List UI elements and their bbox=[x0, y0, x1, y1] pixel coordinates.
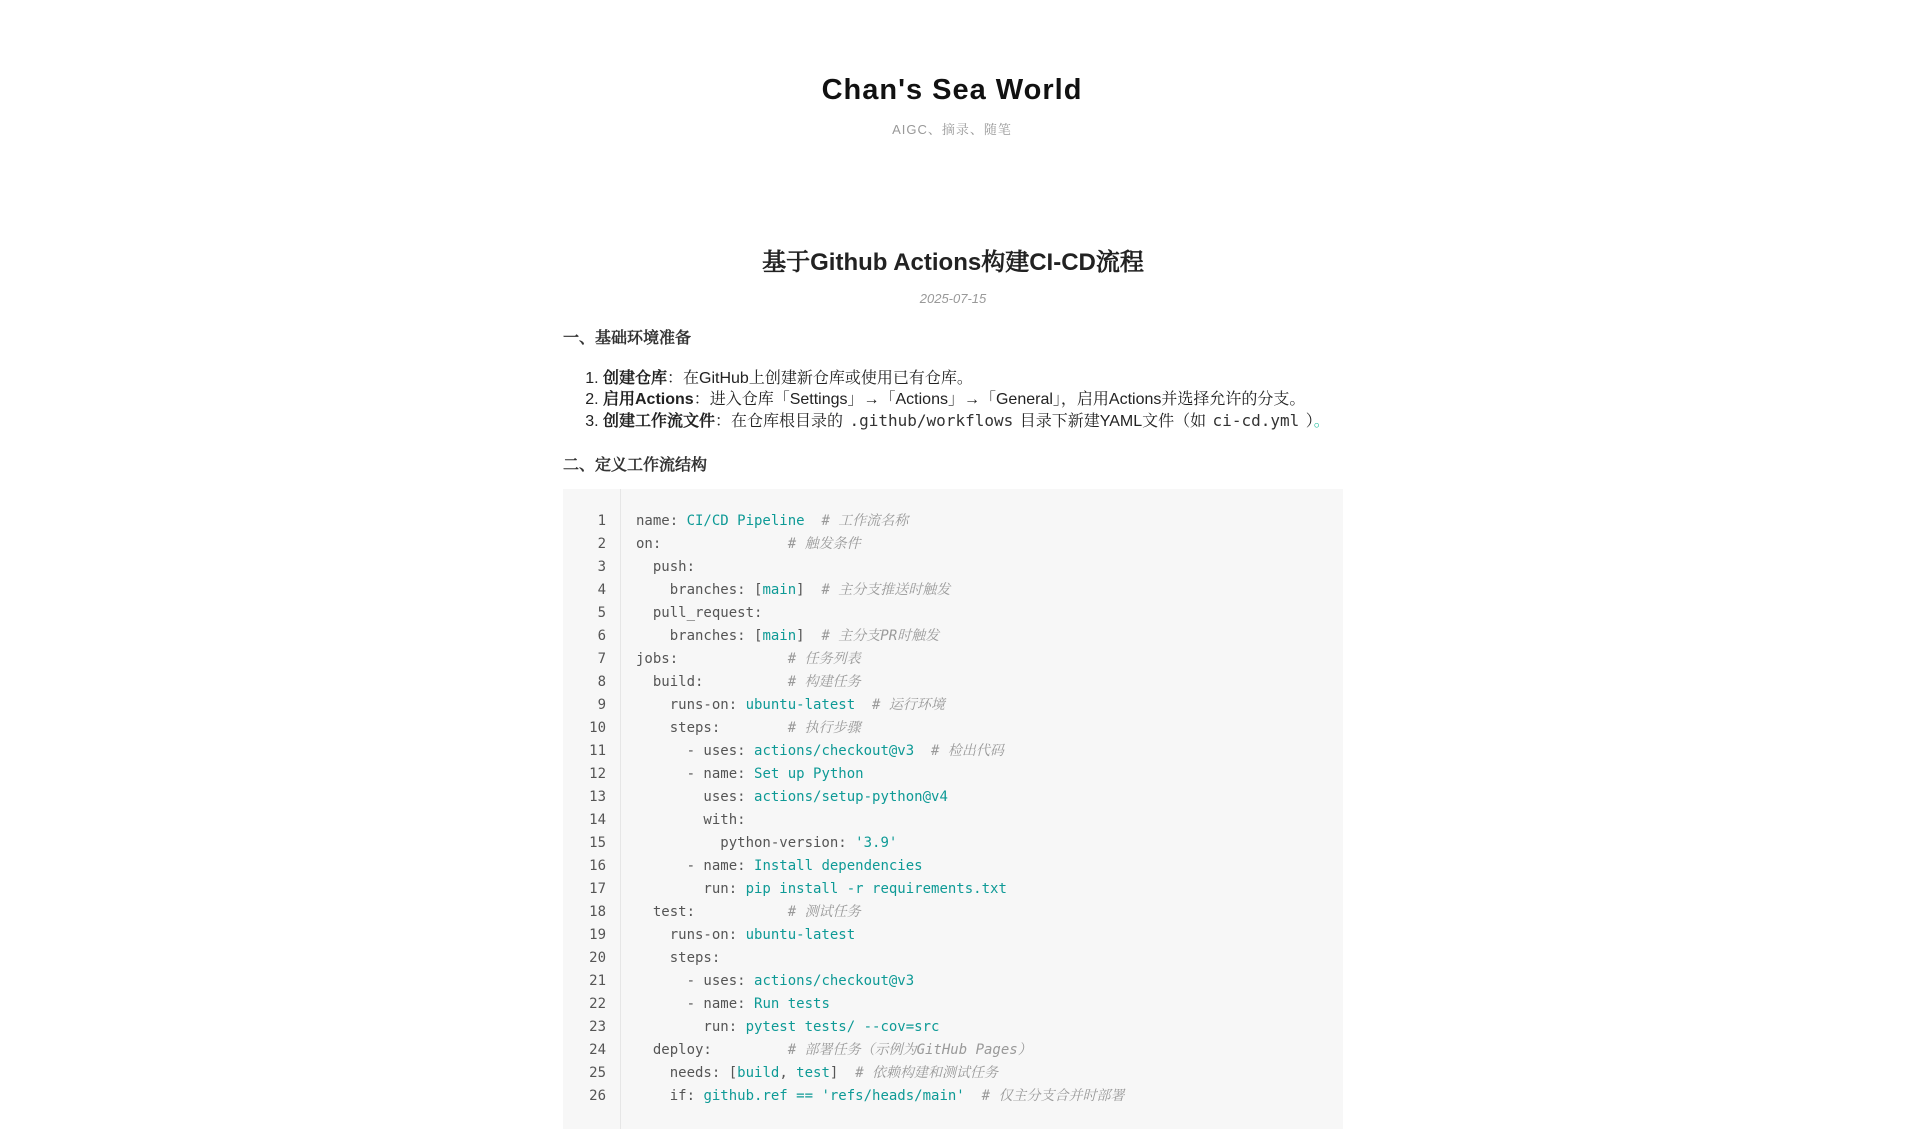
site-subtitle: AIGC、摘录、随笔 bbox=[892, 122, 1012, 137]
code-line bbox=[636, 579, 1343, 602]
code-value: pip install -r requirements.txt bbox=[745, 881, 1007, 897]
line-number: 12 bbox=[589, 766, 606, 782]
code-key: - uses: bbox=[636, 743, 755, 759]
post-article bbox=[563, 242, 1343, 1129]
code-line bbox=[636, 855, 1343, 878]
code-line bbox=[636, 970, 1343, 993]
code-comment: # 仅主分支合并时部署 bbox=[981, 1088, 1125, 1104]
code-key: branches: [ bbox=[636, 628, 763, 644]
site-title[interactable]: Chan's Sea World bbox=[821, 74, 1083, 106]
code-line bbox=[636, 993, 1343, 1016]
line-number: 26 bbox=[589, 1088, 606, 1104]
code-value: '3.9' bbox=[855, 835, 898, 851]
step-1-text: ：在GitHub上创建新仓库或使用已有仓库。 bbox=[667, 370, 973, 387]
list-item bbox=[603, 389, 1343, 410]
line-number: 5 bbox=[597, 605, 606, 621]
code-key bbox=[914, 743, 931, 759]
code-comment: # 构建任务 bbox=[787, 674, 861, 690]
code-comment: # 检出代码 bbox=[931, 743, 1004, 759]
code-line bbox=[636, 901, 1343, 924]
code-key bbox=[965, 1088, 982, 1104]
code-comment: # 触发条件 bbox=[787, 536, 861, 552]
code-value: CI/CD Pipeline bbox=[686, 513, 805, 529]
line-number: 11 bbox=[589, 743, 606, 759]
code-key bbox=[805, 513, 822, 529]
code-line bbox=[636, 648, 1343, 671]
line-number: 21 bbox=[589, 973, 606, 989]
code-line bbox=[636, 533, 1343, 556]
section-heading-1: 一、基础环境准备 bbox=[563, 330, 692, 347]
line-number: 22 bbox=[589, 996, 606, 1012]
code-line bbox=[636, 625, 1343, 648]
code-value: actions/checkout@v3 bbox=[754, 743, 915, 759]
code-key: if: bbox=[636, 1088, 704, 1104]
code-value: actions/checkout@v3 bbox=[754, 973, 915, 989]
line-number: 15 bbox=[589, 835, 606, 851]
line-number: 19 bbox=[589, 927, 606, 943]
line-number: 1 bbox=[597, 513, 606, 529]
line-number: 10 bbox=[589, 720, 606, 736]
step-2-title: 启用Actions bbox=[603, 391, 694, 408]
step-3-text-after: ） bbox=[1305, 413, 1314, 430]
code-comment: # 工作流名称 bbox=[821, 513, 909, 529]
code-key: uses: bbox=[636, 789, 755, 805]
list-item bbox=[603, 410, 1343, 432]
code-comment: # 测试任务 bbox=[787, 904, 861, 920]
code-line bbox=[636, 717, 1343, 740]
code-value: main bbox=[762, 628, 797, 644]
code-key bbox=[855, 697, 872, 713]
line-number: 8 bbox=[597, 674, 606, 690]
code-value: pytest tests/ --cov=src bbox=[745, 1019, 940, 1035]
code-line bbox=[636, 1039, 1343, 1062]
code-key: steps: bbox=[636, 950, 721, 966]
line-number: 25 bbox=[589, 1065, 606, 1081]
code-key: push: bbox=[636, 559, 696, 575]
code-key: - name: bbox=[636, 996, 755, 1012]
code-line bbox=[636, 832, 1343, 855]
code-comment: # 任务列表 bbox=[787, 651, 861, 667]
code-value: github.ref == 'refs/heads/main' bbox=[703, 1088, 965, 1104]
line-number: 4 bbox=[597, 582, 606, 598]
code-line bbox=[636, 924, 1343, 947]
line-number: 13 bbox=[589, 789, 606, 805]
code-value: build bbox=[737, 1065, 780, 1081]
code-comment: # 执行步骤 bbox=[787, 720, 861, 736]
code-key: test: bbox=[636, 904, 788, 920]
code-key: ] bbox=[796, 628, 822, 644]
line-number: 23 bbox=[589, 1019, 606, 1035]
code-line bbox=[636, 1062, 1343, 1085]
code-line bbox=[636, 671, 1343, 694]
code-key: needs: [ bbox=[636, 1065, 738, 1081]
steps-list bbox=[563, 368, 1343, 432]
code-key: run: bbox=[636, 1019, 746, 1035]
code-key: runs-on: bbox=[636, 697, 746, 713]
code-value: Set up Python bbox=[754, 766, 864, 782]
code-key: run: bbox=[636, 881, 746, 897]
post-date: 2025-07-15 bbox=[919, 291, 987, 306]
inline-code-path: .github/workflows bbox=[849, 411, 1014, 430]
code-value: Run tests bbox=[754, 996, 830, 1012]
code-key: name: bbox=[636, 513, 687, 529]
code-key: - name: bbox=[636, 766, 755, 782]
step-3-text-before: ：在仓库根目录的 bbox=[715, 413, 844, 430]
code-key: jobs: bbox=[636, 651, 788, 667]
line-number: 16 bbox=[589, 858, 606, 874]
line-number: 18 bbox=[589, 904, 606, 920]
code-value: ubuntu-latest bbox=[745, 927, 856, 943]
code-key: python-version: bbox=[636, 835, 856, 851]
code-value: test bbox=[796, 1065, 830, 1081]
section-heading-2: 二、定义工作流结构 bbox=[563, 457, 708, 474]
line-number: 3 bbox=[597, 559, 606, 575]
code-line bbox=[636, 763, 1343, 786]
code-line bbox=[636, 786, 1343, 809]
line-number: 17 bbox=[589, 881, 606, 897]
list-item bbox=[603, 368, 1343, 389]
code-block[interactable] bbox=[563, 489, 1343, 1129]
code-line bbox=[636, 556, 1343, 579]
code-line bbox=[636, 1085, 1343, 1108]
code-key: - name: bbox=[636, 858, 755, 874]
code-line bbox=[636, 1016, 1343, 1039]
code-value: main bbox=[762, 582, 797, 598]
line-number: 24 bbox=[589, 1042, 606, 1058]
code-value: ubuntu-latest bbox=[745, 697, 856, 713]
line-number: 7 bbox=[597, 651, 606, 667]
code-value: actions/setup-python@v4 bbox=[754, 789, 948, 805]
code-key: ] bbox=[829, 1065, 856, 1081]
step-3-end: 。 bbox=[1313, 413, 1330, 430]
code-content[interactable] bbox=[636, 489, 1343, 1108]
code-key: build: bbox=[636, 674, 788, 690]
code-line bbox=[636, 878, 1343, 901]
line-number: 9 bbox=[597, 697, 606, 713]
code-line bbox=[636, 602, 1343, 625]
code-key: pull_request: bbox=[636, 605, 763, 621]
post-title: 基于Github Actions构建CI-CD流程 bbox=[762, 249, 1144, 276]
line-number: 6 bbox=[597, 628, 606, 644]
code-key: , bbox=[779, 1065, 797, 1081]
line-number: 20 bbox=[589, 950, 606, 966]
inline-code-filename: ci-cd.yml bbox=[1212, 411, 1300, 430]
code-line bbox=[636, 809, 1343, 832]
code-line bbox=[636, 947, 1343, 970]
line-number: 2 bbox=[597, 536, 606, 552]
code-comment: # 主分支推送时触发 bbox=[821, 582, 951, 598]
code-key: branches: [ bbox=[636, 582, 763, 598]
line-number: 14 bbox=[589, 812, 606, 828]
code-comment: # 运行环境 bbox=[872, 697, 945, 713]
code-comment: # 主分支PR时触发 bbox=[821, 628, 940, 644]
code-key: on: bbox=[636, 536, 788, 552]
site-header bbox=[0, 74, 1904, 138]
code-key: - uses: bbox=[636, 973, 755, 989]
code-line bbox=[636, 510, 1343, 533]
step-2-text: ：进入仓库「Settings」→「Actions」→「General」，启用Actions并选择允许的分支。 bbox=[693, 391, 1306, 408]
code-comment: # 依赖构建和测试任务 bbox=[855, 1065, 999, 1081]
step-3-title: 创建工作流文件 bbox=[603, 413, 716, 430]
code-key: with: bbox=[636, 812, 746, 828]
line-number-gutter bbox=[563, 489, 621, 1129]
code-key: runs-on: bbox=[636, 927, 746, 943]
code-comment: # 部署任务（示例为GitHub Pages） bbox=[787, 1042, 1032, 1058]
code-line bbox=[636, 694, 1343, 717]
code-line bbox=[636, 740, 1343, 763]
code-value: Install dependencies bbox=[754, 858, 923, 874]
code-key: ] bbox=[796, 582, 822, 598]
step-3-text-mid: 目录下新建YAML文件（如 bbox=[1019, 413, 1207, 430]
code-key: steps: bbox=[636, 720, 788, 736]
code-key: deploy: bbox=[636, 1042, 788, 1058]
step-1-title: 创建仓库 bbox=[603, 370, 668, 387]
